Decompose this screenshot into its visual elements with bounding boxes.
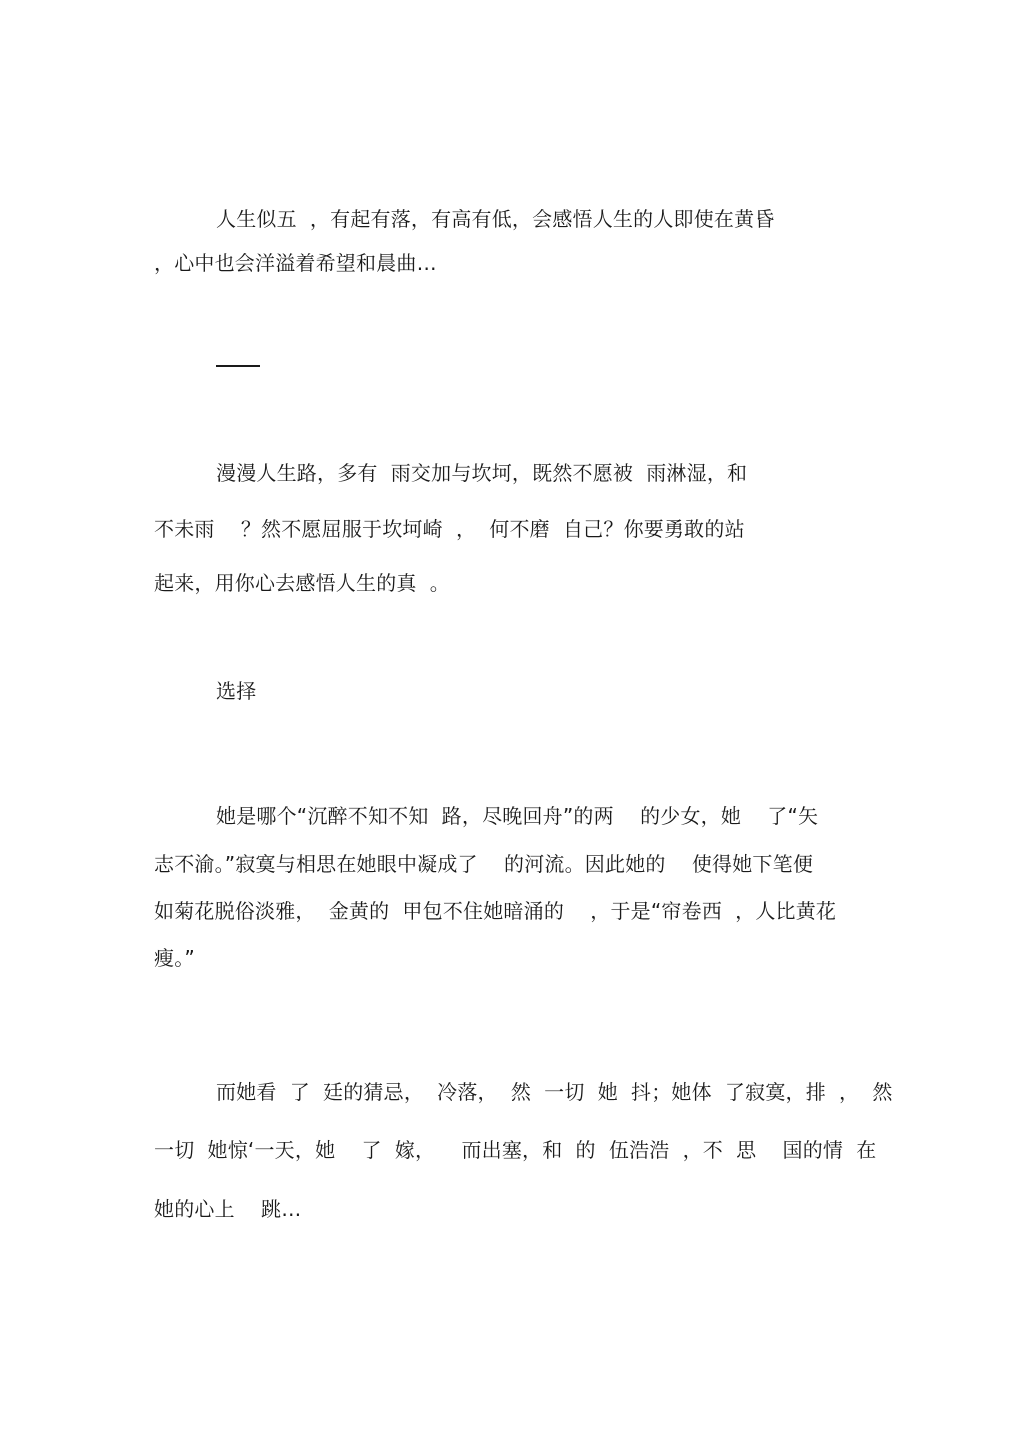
paragraph-3-line-3: 如菊花脱俗淡雅， 金黄的 甲包不住她暗涌的 ，于是“帘卷西 ，人比黄花: [154, 899, 837, 923]
paragraph-1-line-1: 人生似五 ，有起有落，有高有低，会感悟人生的人即使在黄昏: [216, 207, 775, 231]
paragraph-3-line-1: 她是哪个“沉醉不知不知 路，尽晚回舟”的两 的少女，她 了“矢: [216, 804, 819, 828]
section-divider: [216, 365, 260, 367]
paragraph-3-line-2: 志不渝。”寂寞与相思在她眼中凝成了 的河流。因此她的 使得她下笔便: [154, 852, 814, 876]
paragraph-2-line-1: 漫漫人生路，多有 雨交加与坎坷，既然不愿被 雨淋湿，和: [216, 461, 748, 485]
paragraph-4-line-2: 一切 她惊‘一天，她 了 嫁， 而出塞，和 的 伍浩浩 ，不 思 国的情 在: [154, 1138, 877, 1162]
paragraph-1-line-2: ，心中也会洋溢着希望和晨曲…: [154, 251, 437, 275]
paragraph-4-line-3: 她的心上 跳…: [154, 1197, 302, 1221]
section-heading: 选择: [216, 679, 257, 703]
paragraph-2-line-3: 起来，用你心去感悟人生的真 。: [154, 571, 450, 595]
paragraph-4-line-1: 而她看 了 廷的猜忌， 冷落， 然 一切 她 抖；她体 了寂寞，排 ， 然: [216, 1080, 893, 1104]
paragraph-2-line-2: 不未雨 ？然不愿屈服于坎坷崎 ， 何不磨 自己？你要勇敢的站: [154, 517, 745, 541]
paragraph-3-line-4: 瘦。”: [154, 946, 195, 970]
